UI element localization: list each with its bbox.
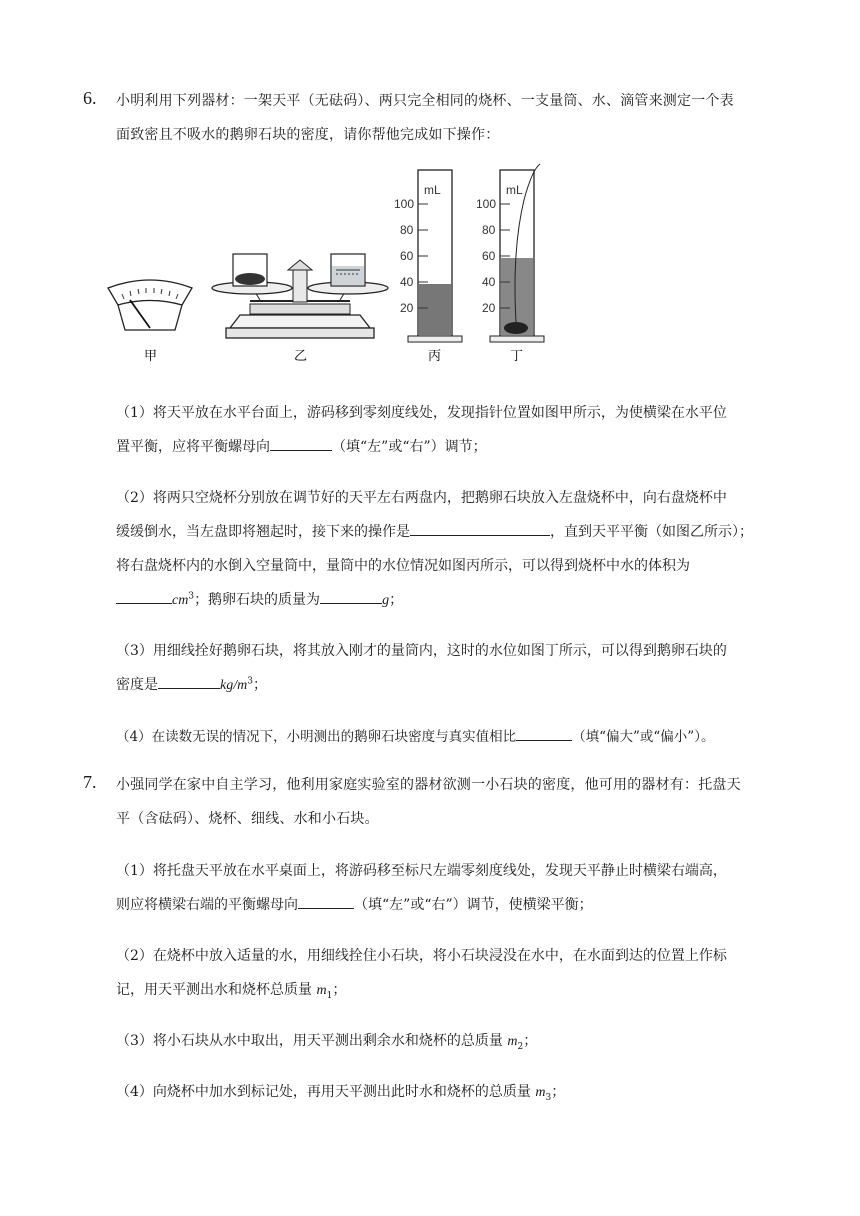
q7-part2-line1: （2）在烧杯中放入适量的水，用细线拴住小石块，将小石块浸没在水中，在水面到达的位置上作标 (116, 948, 727, 964)
cylinder-bing-unit: mL (424, 183, 441, 197)
q6-part2-line3: 将右盘烧杯内的水倒入空量筒中，量筒中的水位情况如图丙所示，可以得到烧杯中水的体积为 (116, 558, 690, 574)
q7-part2-line2: 记，用天平测出水和烧杯总质量 $m_1$； (116, 982, 347, 1001)
ding-tick-60: 60 (482, 249, 496, 263)
balance-yi (212, 254, 388, 338)
bing-tick-40: 40 (400, 275, 414, 289)
figure-label-ding: 丁 (510, 349, 524, 364)
q7-part1-line1: （1）将托盘天平放在水平桌面上，将游码移至标尺左端零刻度线处，发现天平静止时横梁右端高， (116, 863, 727, 879)
q6-part3-line1: （3）用细线拴好鹅卵石块，将其放入刚才的量筒内，这时的水位如图丁所示，可以得到鹅卵石块的 (116, 643, 727, 659)
answer-blank[interactable] (158, 674, 220, 689)
bing-tick-100: 100 (394, 197, 415, 211)
bing-tick-20: 20 (400, 301, 414, 315)
question-6-stem-line1: 小明利用下列器材：一架天平（无砝码）、两只完全相同的烧杯、一支量筒、水、滴管来测定一个表 (116, 93, 734, 109)
cylinder-ding-unit: mL (506, 183, 523, 197)
q6-part2-line1: （2）将两只空烧杯分别放在调节好的天平左右两盘内，把鹅卵石块放入左盘烧杯中，向右盘烧杯中 (116, 490, 727, 506)
answer-blank[interactable] (410, 521, 550, 536)
q7-part1-line2: 则应将横梁右端的平衡螺母向 （填“左”或“右”）调节，使横梁平衡； (116, 894, 593, 914)
q6-part1-line2: 置平衡，应将平衡螺母向 （填“左”或“右”）调节； (116, 436, 487, 456)
figure-label-yi: 乙 (294, 349, 308, 364)
q6-part2-line4: $cm^3$；鹅卵石块的质量为 g； (116, 589, 403, 609)
cylinder-ding (476, 164, 544, 342)
question-7-number: 7. (83, 772, 97, 792)
q6-part1-line1: （1）将天平放在水平台面上，游码移到零刻度线处，发现指针位置如图甲所示，为使横梁在水平位 (116, 405, 727, 421)
ding-tick-100: 100 (476, 197, 497, 211)
answer-blank[interactable] (320, 589, 382, 604)
ding-tick-40: 40 (482, 275, 496, 289)
question-7-stem-line1: 小强同学在家中自主学习，他利用家庭实验室的器材欲测一小石块的密度，他可用的器材有：托盘天 (116, 777, 741, 793)
cylinder-bing (394, 170, 462, 342)
q6-part2-line2: 缓缓倒水，当左盘即将翘起时，接下来的操作是 ，直到天平平衡（如图乙所示）； (116, 521, 753, 541)
answer-blank[interactable] (516, 726, 572, 741)
answer-blank[interactable] (270, 436, 332, 451)
question-6-stem-line2: 面致密且不吸水的鹅卵石块的密度，请你帮他完成如下操作： (116, 127, 500, 143)
apparatus-illustration (100, 160, 580, 370)
question-6-figure (100, 160, 580, 370)
q6-part4: （4）在读数无误的情况下，小明测出的鹅卵石块密度与真实值相比 （填“偏大”或“偏小”）。 (116, 725, 714, 745)
dial-jia (108, 280, 192, 330)
ding-tick-20: 20 (482, 301, 496, 315)
q6-part3-line2: 密度是 $kg/m^3$； (116, 674, 267, 694)
bing-tick-80: 80 (400, 223, 414, 237)
question-7-stem-line2: 平（含砝码）、烧杯、细线、水和小石块。 (116, 811, 379, 827)
question-6-number: 6. (83, 88, 97, 108)
answer-blank[interactable] (116, 589, 172, 604)
q7-part3: （3）将小石块从水中取出，用天平测出剩余水和烧杯的总质量 $m_2$； (116, 1033, 538, 1052)
bing-tick-60: 60 (400, 249, 414, 263)
q7-part4: （4）向烧杯中加水到标记处，再用天平测出此时水和烧杯的总质量 $m_3$； (116, 1084, 566, 1103)
figure-label-jia: 甲 (144, 349, 158, 364)
ding-tick-80: 80 (482, 223, 496, 237)
figure-label-bing: 丙 (428, 349, 442, 364)
answer-blank[interactable] (298, 894, 354, 909)
